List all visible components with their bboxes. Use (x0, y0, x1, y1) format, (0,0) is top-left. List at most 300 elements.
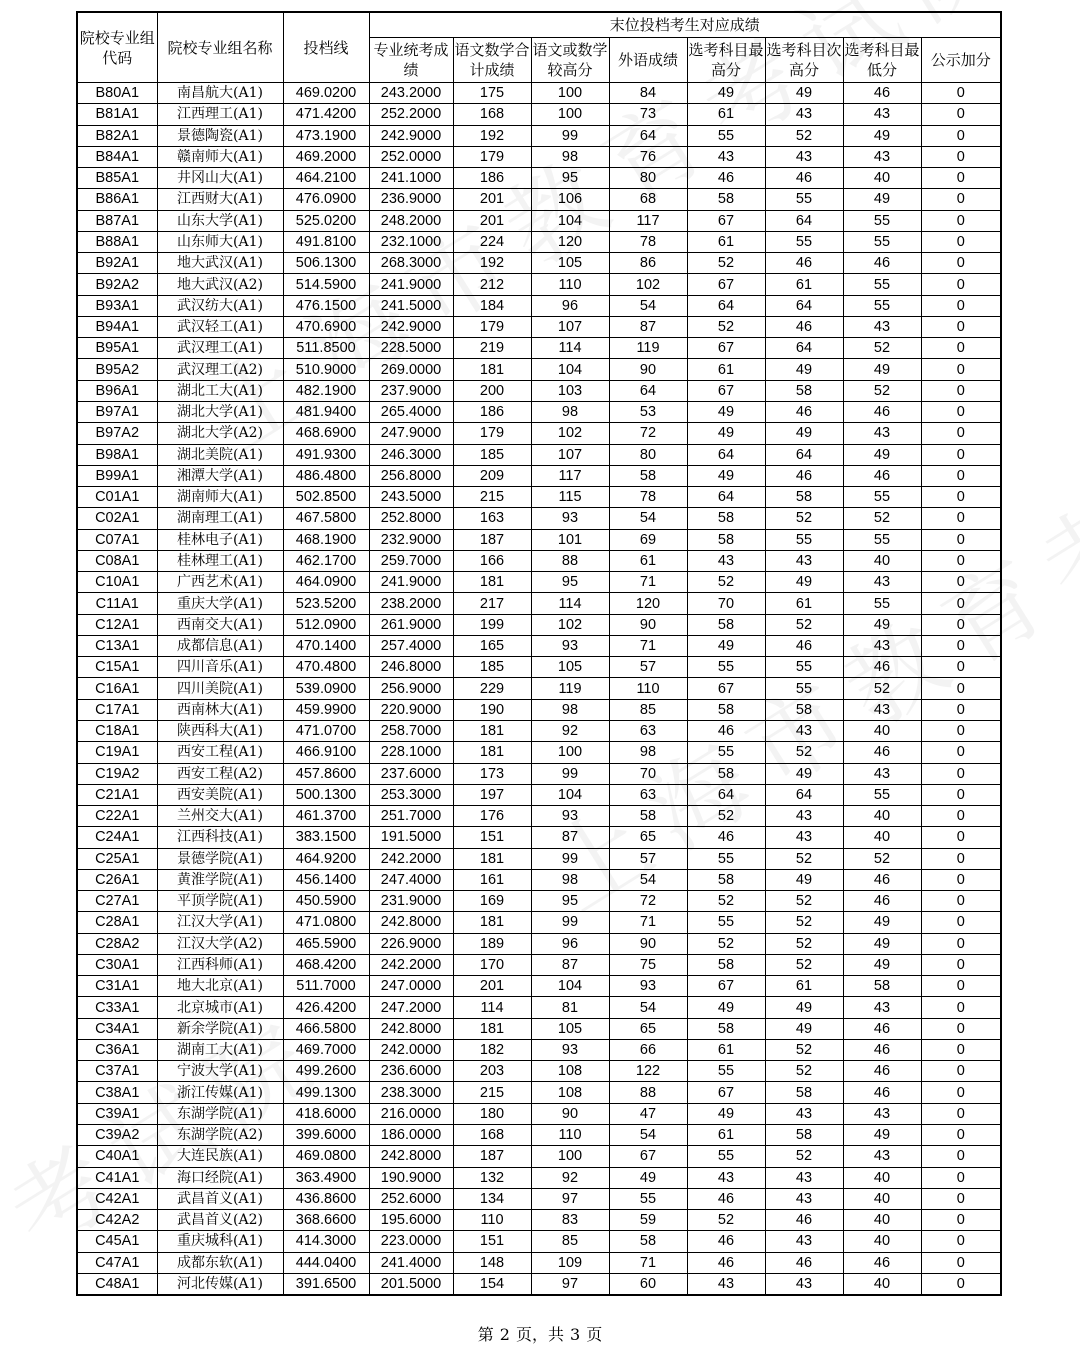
cell-elective-second: 58 (765, 1082, 843, 1103)
table-row (77, 1210, 1001, 1231)
cell-name: 景德学院(A1) (157, 848, 283, 869)
cell-name: 海口经院(A1) (157, 1167, 283, 1188)
cell-name: 湖北工大(A1) (157, 380, 283, 401)
cell-foreign-language: 54 (609, 997, 687, 1018)
cell-score-line: 471.0700 (283, 720, 369, 741)
cell-subject-exam: 190.9000 (369, 1167, 453, 1188)
cell-bonus-points: 0 (921, 1103, 1001, 1124)
cell-chinese-math-total: 110 (453, 1210, 531, 1231)
cell-code: C02A1 (77, 508, 157, 529)
cell-elective-lowest: 46 (843, 1252, 921, 1273)
cell-code: B92A2 (77, 274, 157, 295)
cell-code: C13A1 (77, 635, 157, 656)
cell-elective-highest: 55 (687, 1146, 765, 1167)
cell-chinese-math-total: 173 (453, 763, 531, 784)
cell-name: 江西理工(A1) (157, 104, 283, 125)
cell-elective-lowest: 55 (843, 231, 921, 252)
cell-chinese-math-total: 219 (453, 338, 531, 359)
cell-name: 山东大学(A1) (157, 210, 283, 231)
cell-elective-highest: 52 (687, 316, 765, 337)
cell-elective-highest: 46 (687, 1231, 765, 1252)
cell-chinese-or-math-higher: 107 (531, 316, 609, 337)
cell-foreign-language: 73 (609, 104, 687, 125)
cell-bonus-points: 0 (921, 954, 1001, 975)
cell-chinese-or-math-higher: 105 (531, 1018, 609, 1039)
cell-code: B94A1 (77, 316, 157, 337)
cell-name: 湘潭大学(A1) (157, 465, 283, 486)
cell-elective-highest: 70 (687, 593, 765, 614)
cell-code: C11A1 (77, 593, 157, 614)
cell-elective-second: 43 (765, 806, 843, 827)
cell-bonus-points: 0 (921, 1018, 1001, 1039)
cell-elective-highest: 64 (687, 295, 765, 316)
cell-foreign-language: 54 (609, 869, 687, 890)
cell-code: B93A1 (77, 295, 157, 316)
cell-score-line: 506.1300 (283, 253, 369, 274)
cell-name: 江西科技(A1) (157, 827, 283, 848)
cell-chinese-math-total: 184 (453, 295, 531, 316)
cell-chinese-math-total: 199 (453, 614, 531, 635)
cell-bonus-points: 0 (921, 806, 1001, 827)
cell-chinese-math-total: 179 (453, 316, 531, 337)
cell-elective-second: 64 (765, 210, 843, 231)
cell-score-line: 368.6600 (283, 1210, 369, 1231)
cell-name: 江汉大学(A1) (157, 912, 283, 933)
cell-name: 西安工程(A1) (157, 742, 283, 763)
cell-name: 东湖学院(A2) (157, 1125, 283, 1146)
cell-name: 武昌首义(A2) (157, 1210, 283, 1231)
cell-bonus-points: 0 (921, 891, 1001, 912)
cell-elective-highest: 67 (687, 976, 765, 997)
cell-score-line: 523.5200 (283, 593, 369, 614)
cell-elective-second: 46 (765, 1252, 843, 1273)
cell-code: C36A1 (77, 1039, 157, 1060)
cell-chinese-or-math-higher: 81 (531, 997, 609, 1018)
table-row (77, 1273, 1001, 1295)
cell-elective-highest: 49 (687, 423, 765, 444)
cell-elective-lowest: 40 (843, 1188, 921, 1209)
cell-elective-highest: 58 (687, 954, 765, 975)
cell-name: 湖北美院(A1) (157, 444, 283, 465)
cell-chinese-math-total: 179 (453, 423, 531, 444)
cell-elective-highest: 55 (687, 125, 765, 146)
cell-elective-lowest: 52 (843, 380, 921, 401)
cell-foreign-language: 88 (609, 1082, 687, 1103)
cell-bonus-points: 0 (921, 83, 1001, 104)
cell-elective-lowest: 55 (843, 529, 921, 550)
cell-chinese-or-math-higher: 90 (531, 1103, 609, 1124)
cell-code: C45A1 (77, 1231, 157, 1252)
table-row (77, 231, 1001, 252)
cell-elective-lowest: 46 (843, 401, 921, 422)
cell-subject-exam: 241.9000 (369, 274, 453, 295)
cell-elective-lowest: 55 (843, 295, 921, 316)
cell-bonus-points: 0 (921, 125, 1001, 146)
cell-name: 四川美院(A1) (157, 678, 283, 699)
cell-chinese-or-math-higher: 87 (531, 827, 609, 848)
cell-bonus-points: 0 (921, 359, 1001, 380)
cell-foreign-language: 65 (609, 1018, 687, 1039)
cell-foreign-language: 57 (609, 848, 687, 869)
cell-foreign-language: 72 (609, 891, 687, 912)
cell-elective-lowest: 46 (843, 1061, 921, 1082)
cell-chinese-or-math-higher: 87 (531, 954, 609, 975)
cell-subject-exam: 242.2000 (369, 954, 453, 975)
cell-code: C31A1 (77, 976, 157, 997)
header-foreign-language: 外语成绩 (609, 38, 687, 83)
cell-elective-lowest: 49 (843, 444, 921, 465)
cell-bonus-points: 0 (921, 146, 1001, 167)
cell-bonus-points: 0 (921, 699, 1001, 720)
cell-elective-second: 46 (765, 168, 843, 189)
cell-chinese-math-total: 114 (453, 997, 531, 1018)
cell-code: C28A2 (77, 933, 157, 954)
cell-elective-second: 49 (765, 869, 843, 890)
cell-foreign-language: 72 (609, 423, 687, 444)
cell-bonus-points: 0 (921, 1167, 1001, 1188)
cell-elective-lowest: 55 (843, 593, 921, 614)
cell-code: C47A1 (77, 1252, 157, 1273)
cell-elective-highest: 58 (687, 699, 765, 720)
cell-code: C42A1 (77, 1188, 157, 1209)
cell-elective-lowest: 40 (843, 550, 921, 571)
cell-subject-exam: 236.6000 (369, 1061, 453, 1082)
cell-score-line: 511.8500 (283, 338, 369, 359)
cell-elective-highest: 43 (687, 146, 765, 167)
cell-bonus-points: 0 (921, 1039, 1001, 1060)
cell-elective-second: 46 (765, 401, 843, 422)
cell-elective-lowest: 43 (843, 104, 921, 125)
cell-elective-second: 52 (765, 954, 843, 975)
cell-name: 湖南师大(A1) (157, 487, 283, 508)
cell-elective-highest: 52 (687, 1210, 765, 1231)
cell-chinese-math-total: 148 (453, 1252, 531, 1273)
cell-bonus-points: 0 (921, 976, 1001, 997)
cell-subject-exam: 259.7000 (369, 550, 453, 571)
cell-subject-exam: 201.5000 (369, 1273, 453, 1295)
cell-chinese-math-total: 181 (453, 572, 531, 593)
cell-bonus-points: 0 (921, 1146, 1001, 1167)
cell-elective-lowest: 49 (843, 912, 921, 933)
cell-elective-second: 43 (765, 720, 843, 741)
cell-elective-lowest: 46 (843, 891, 921, 912)
cell-chinese-or-math-higher: 93 (531, 1039, 609, 1060)
cell-subject-exam: 243.5000 (369, 487, 453, 508)
cell-elective-lowest: 49 (843, 189, 921, 210)
cell-name: 黄淮学院(A1) (157, 869, 283, 890)
cell-subject-exam: 223.0000 (369, 1231, 453, 1252)
table-row (77, 274, 1001, 295)
cell-elective-second: 46 (765, 635, 843, 656)
cell-elective-lowest: 58 (843, 976, 921, 997)
cell-chinese-or-math-higher: 88 (531, 550, 609, 571)
cell-chinese-math-total: 187 (453, 1146, 531, 1167)
cell-elective-lowest: 55 (843, 487, 921, 508)
cell-foreign-language: 63 (609, 784, 687, 805)
cell-elective-second: 46 (765, 316, 843, 337)
cell-chinese-math-total: 192 (453, 253, 531, 274)
cell-code: C07A1 (77, 529, 157, 550)
cell-score-line: 462.1700 (283, 550, 369, 571)
cell-foreign-language: 68 (609, 189, 687, 210)
cell-chinese-math-total: 201 (453, 189, 531, 210)
cell-elective-highest: 52 (687, 572, 765, 593)
table-row (77, 699, 1001, 720)
cell-name: 兰州交大(A1) (157, 806, 283, 827)
cell-subject-exam: 241.4000 (369, 1252, 453, 1273)
cell-elective-second: 52 (765, 125, 843, 146)
cell-foreign-language: 76 (609, 146, 687, 167)
cell-score-line: 469.7000 (283, 1039, 369, 1060)
cell-foreign-language: 98 (609, 742, 687, 763)
cell-name: 广西艺术(A1) (157, 572, 283, 593)
table-row (77, 1252, 1001, 1273)
cell-chinese-or-math-higher: 117 (531, 465, 609, 486)
cell-code: C25A1 (77, 848, 157, 869)
cell-score-line: 512.0900 (283, 614, 369, 635)
cell-name: 西安美院(A1) (157, 784, 283, 805)
cell-chinese-or-math-higher: 99 (531, 125, 609, 146)
cell-code: B99A1 (77, 465, 157, 486)
table-row (77, 550, 1001, 571)
cell-elective-second: 49 (765, 359, 843, 380)
cell-foreign-language: 87 (609, 316, 687, 337)
cell-foreign-language: 71 (609, 635, 687, 656)
cell-subject-exam: 256.8000 (369, 465, 453, 486)
cell-foreign-language: 117 (609, 210, 687, 231)
cell-elective-highest: 46 (687, 827, 765, 848)
cell-chinese-or-math-higher: 114 (531, 593, 609, 614)
cell-bonus-points: 0 (921, 593, 1001, 614)
cell-score-line: 491.9300 (283, 444, 369, 465)
cell-score-line: 471.4200 (283, 104, 369, 125)
cell-score-line: 450.5900 (283, 891, 369, 912)
cell-subject-exam: 226.9000 (369, 933, 453, 954)
cell-elective-second: 52 (765, 508, 843, 529)
cell-bonus-points: 0 (921, 1188, 1001, 1209)
cell-code: B87A1 (77, 210, 157, 231)
footer-suffix: 页 (586, 1325, 603, 1344)
header-score-line: 投档线 (283, 12, 369, 83)
cell-foreign-language: 59 (609, 1210, 687, 1231)
cell-subject-exam: 242.0000 (369, 1039, 453, 1060)
cell-score-line: 444.0400 (283, 1252, 369, 1273)
cell-elective-second: 46 (765, 465, 843, 486)
cell-foreign-language: 86 (609, 253, 687, 274)
cell-subject-exam: 238.3000 (369, 1082, 453, 1103)
table-row (77, 1103, 1001, 1124)
cell-elective-lowest: 52 (843, 848, 921, 869)
cell-score-line: 476.1500 (283, 295, 369, 316)
cell-elective-second: 55 (765, 189, 843, 210)
cell-code: C21A1 (77, 784, 157, 805)
cell-bonus-points: 0 (921, 912, 1001, 933)
cell-foreign-language: 60 (609, 1273, 687, 1295)
table-row (77, 678, 1001, 699)
header-chinese-or-math-higher: 语文或数学较高分 (531, 38, 609, 83)
cell-bonus-points: 0 (921, 869, 1001, 890)
cell-elective-second: 43 (765, 1273, 843, 1295)
cell-elective-highest: 61 (687, 1039, 765, 1060)
cell-elective-lowest: 40 (843, 827, 921, 848)
cell-subject-exam: 228.5000 (369, 338, 453, 359)
cell-chinese-or-math-higher: 110 (531, 274, 609, 295)
cell-subject-exam: 261.9000 (369, 614, 453, 635)
cell-bonus-points: 0 (921, 1231, 1001, 1252)
cell-code: C40A1 (77, 1146, 157, 1167)
cell-elective-second: 64 (765, 444, 843, 465)
cell-elective-lowest: 49 (843, 1125, 921, 1146)
cell-code: C10A1 (77, 572, 157, 593)
header-chinese-math-total: 语文数学合计成绩 (453, 38, 531, 83)
cell-code: C24A1 (77, 827, 157, 848)
cell-chinese-or-math-higher: 100 (531, 1146, 609, 1167)
table-row (77, 763, 1001, 784)
cell-elective-lowest: 49 (843, 933, 921, 954)
cell-score-line: 457.8600 (283, 763, 369, 784)
cell-bonus-points: 0 (921, 168, 1001, 189)
cell-score-line: 418.6000 (283, 1103, 369, 1124)
table-row (77, 806, 1001, 827)
cell-chinese-or-math-higher: 85 (531, 1231, 609, 1252)
cell-elective-second: 43 (765, 550, 843, 571)
cell-foreign-language: 110 (609, 678, 687, 699)
cell-foreign-language: 70 (609, 763, 687, 784)
cell-chinese-math-total: 197 (453, 784, 531, 805)
cell-subject-exam: 246.8000 (369, 657, 453, 678)
cell-chinese-math-total: 181 (453, 742, 531, 763)
cell-code: C30A1 (77, 954, 157, 975)
cell-elective-lowest: 40 (843, 720, 921, 741)
cell-score-line: 414.3000 (283, 1231, 369, 1252)
cell-elective-lowest: 46 (843, 83, 921, 104)
cell-chinese-math-total: 181 (453, 359, 531, 380)
cell-elective-highest: 67 (687, 338, 765, 359)
cell-bonus-points: 0 (921, 189, 1001, 210)
cell-elective-second: 55 (765, 678, 843, 699)
cell-subject-exam: 237.9000 (369, 380, 453, 401)
cell-elective-lowest: 43 (843, 146, 921, 167)
cell-score-line: 459.9900 (283, 699, 369, 720)
cell-chinese-math-total: 209 (453, 465, 531, 486)
cell-bonus-points: 0 (921, 253, 1001, 274)
cell-subject-exam: 265.4000 (369, 401, 453, 422)
page-footer (0, 1322, 1080, 1345)
cell-score-line: 383.1500 (283, 827, 369, 848)
cell-chinese-math-total: 176 (453, 806, 531, 827)
cell-subject-exam: 252.8000 (369, 508, 453, 529)
cell-code: C37A1 (77, 1061, 157, 1082)
cell-elective-second: 64 (765, 338, 843, 359)
cell-elective-highest: 58 (687, 869, 765, 890)
cell-chinese-math-total: 169 (453, 891, 531, 912)
cell-chinese-or-math-higher: 101 (531, 529, 609, 550)
cell-chinese-math-total: 201 (453, 210, 531, 231)
cell-elective-second: 43 (765, 1231, 843, 1252)
cell-name: 陕西科大(A1) (157, 720, 283, 741)
cell-elective-highest: 58 (687, 189, 765, 210)
cell-elective-highest: 52 (687, 891, 765, 912)
table-row (77, 104, 1001, 125)
table-row (77, 168, 1001, 189)
cell-foreign-language: 55 (609, 1188, 687, 1209)
cell-subject-exam: 247.2000 (369, 997, 453, 1018)
cell-code: B95A2 (77, 359, 157, 380)
cell-name: 江西财大(A1) (157, 189, 283, 210)
cell-foreign-language: 58 (609, 1231, 687, 1252)
cell-chinese-or-math-higher: 114 (531, 338, 609, 359)
cell-chinese-math-total: 203 (453, 1061, 531, 1082)
cell-subject-exam: 248.2000 (369, 210, 453, 231)
table-row (77, 1039, 1001, 1060)
cell-elective-highest: 46 (687, 1252, 765, 1273)
cell-subject-exam: 251.7000 (369, 806, 453, 827)
cell-chinese-or-math-higher: 102 (531, 614, 609, 635)
cell-foreign-language: 58 (609, 465, 687, 486)
cell-elective-highest: 46 (687, 168, 765, 189)
cell-elective-highest: 64 (687, 487, 765, 508)
cell-chinese-math-total: 182 (453, 1039, 531, 1060)
table-row (77, 295, 1001, 316)
cell-chinese-or-math-higher: 99 (531, 763, 609, 784)
cell-elective-lowest: 52 (843, 678, 921, 699)
cell-subject-exam: 241.9000 (369, 572, 453, 593)
cell-subject-exam: 268.3000 (369, 253, 453, 274)
cell-chinese-math-total: 151 (453, 1231, 531, 1252)
cell-score-line: 466.5800 (283, 1018, 369, 1039)
cell-elective-second: 52 (765, 1039, 843, 1060)
table-row (77, 253, 1001, 274)
cell-code: C15A1 (77, 657, 157, 678)
cell-chinese-or-math-higher: 100 (531, 104, 609, 125)
cell-score-line: 464.9200 (283, 848, 369, 869)
table-row (77, 1018, 1001, 1039)
cell-elective-lowest: 46 (843, 657, 921, 678)
cell-elective-second: 49 (765, 572, 843, 593)
cell-foreign-language: 63 (609, 720, 687, 741)
cell-foreign-language: 119 (609, 338, 687, 359)
cell-score-line: 426.4200 (283, 997, 369, 1018)
cell-bonus-points: 0 (921, 678, 1001, 699)
cell-name: 新余学院(A1) (157, 1018, 283, 1039)
cell-chinese-or-math-higher: 110 (531, 1125, 609, 1146)
header-code: 院校专业组代码 (77, 12, 157, 83)
cell-subject-exam: 186.0000 (369, 1125, 453, 1146)
cell-name: 北京城市(A1) (157, 997, 283, 1018)
cell-elective-second: 58 (765, 380, 843, 401)
cell-chinese-or-math-higher: 103 (531, 380, 609, 401)
table-row (77, 338, 1001, 359)
cell-elective-highest: 64 (687, 784, 765, 805)
table-row (77, 401, 1001, 422)
table-row (77, 189, 1001, 210)
cell-foreign-language: 78 (609, 487, 687, 508)
footer-total-pages: 3 (570, 1325, 581, 1344)
cell-chinese-or-math-higher: 119 (531, 678, 609, 699)
cell-name: 西南林大(A1) (157, 699, 283, 720)
cell-score-line: 470.4800 (283, 657, 369, 678)
cell-foreign-language: 64 (609, 125, 687, 146)
cell-elective-second: 52 (765, 891, 843, 912)
cell-subject-exam: 232.9000 (369, 529, 453, 550)
cell-elective-highest: 52 (687, 933, 765, 954)
table-row (77, 827, 1001, 848)
cell-chinese-or-math-higher: 93 (531, 508, 609, 529)
cell-bonus-points: 0 (921, 742, 1001, 763)
cell-foreign-language: 69 (609, 529, 687, 550)
cell-foreign-language: 120 (609, 593, 687, 614)
cell-elective-lowest: 43 (843, 423, 921, 444)
